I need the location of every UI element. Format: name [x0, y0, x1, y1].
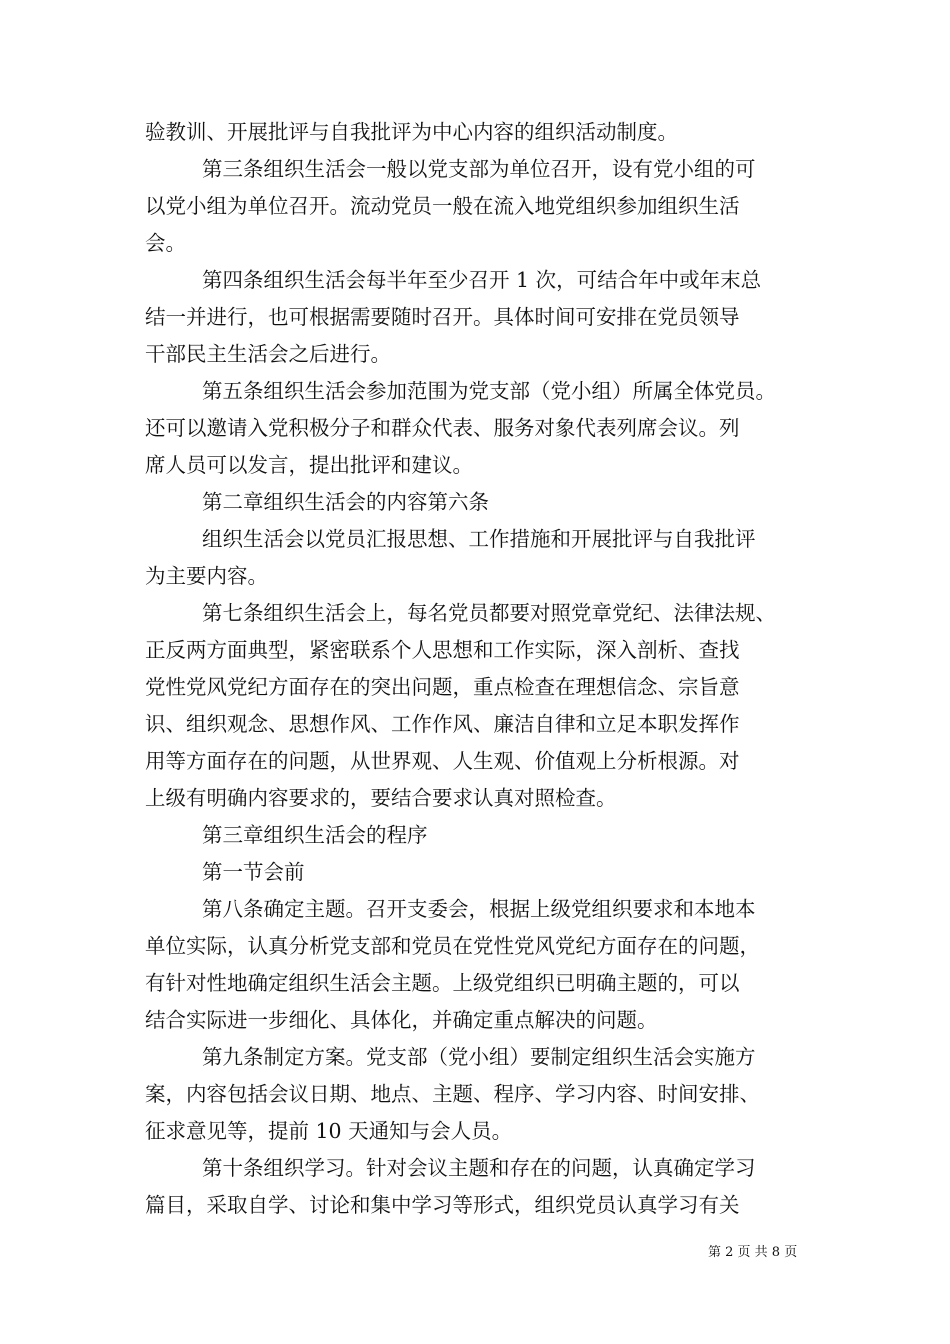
chapter-heading-2: 第二章组织生活会的内容第六条 — [202, 490, 489, 514]
text-line-12: 组织生活会以党员汇报思想、工作措施和开展批评与自我批评 — [202, 527, 756, 551]
text-line-29: 第十条组织学习。针对会议主题和存在的问题，认真确定学习 — [202, 1156, 756, 1180]
text-line-16: 党性党风党纪方面存在的突出问题，重点检查在理想信念、宗旨意 — [145, 675, 740, 699]
text-line-17: 识、组织观念、思想作风、工作作风、廉洁自律和立足本职发挥作 — [145, 712, 740, 736]
text-line-19: 上级有明确内容要求的，要结合要求认真对照检查。 — [145, 786, 617, 810]
text-line-9: 还可以邀请入党积极分子和群众代表、服务对象代表列席会议。列 — [145, 416, 740, 440]
chapter-heading-3: 第三章组织生活会的程序 — [202, 823, 428, 847]
text-line-5: 第四条组织生活会每半年至少召开 1 次，可结合年中或年末总 — [202, 268, 762, 292]
text-line-22: 第八条确定主题。召开支委会，根据上级党组织要求和本地本 — [202, 897, 756, 921]
text-line-13: 为主要内容。 — [145, 564, 268, 588]
text-line-18: 用等方面存在的问题，从世界观、人生观、价值观上分析根源。对 — [145, 749, 740, 773]
text-line-28: 征求意见等，提前 10 天通知与会人员。 — [145, 1119, 513, 1143]
text-line-6: 结一并进行，也可根据需要随时召开。具体时间可安排在党员领导 — [145, 305, 740, 329]
section-heading-1: 第一节会前 — [202, 860, 305, 884]
text-line-4: 会。 — [145, 231, 186, 255]
text-line-7: 干部民主生活会之后进行。 — [145, 342, 391, 366]
text-line-2: 第三条组织生活会一般以党支部为单位召开，设有党小组的可 — [202, 157, 756, 181]
text-line-3: 以党小组为单位召开。流动党员一般在流入地党组织参加组织生活 — [145, 194, 740, 218]
text-line-10: 席人员可以发言，提出批评和建议。 — [145, 453, 473, 477]
text-line-25: 结合实际进一步细化、具体化，并确定重点解决的问题。 — [145, 1008, 658, 1032]
text-line-27: 案，内容包括会议日期、地点、主题、程序、学习内容、时间安排、 — [145, 1082, 760, 1106]
document-body — [145, 114, 813, 1224]
text-line-30: 篇目，采取自学、讨论和集中学习等形式，组织党员认真学习有关 — [145, 1193, 740, 1217]
text-line-23: 单位实际，认真分析党支部和党员在党性党风党纪方面存在的问题， — [145, 934, 760, 958]
page-number-footer: 第 2 页 共 8 页 — [708, 1245, 798, 1260]
text-line-15: 正反两方面典型，紧密联系个人思想和工作实际，深入剖析、查找 — [145, 638, 740, 662]
text-line-24: 有针对性地确定组织生活会主题。上级党组织已明确主题的，可以 — [145, 971, 740, 995]
text-line-8: 第五条组织生活会参加范围为党支部（党小组）所属全体党员。 — [202, 379, 776, 403]
text-line-26: 第九条制定方案。党支部（党小组）要制定组织生活会实施方 — [202, 1045, 756, 1069]
text-line-14: 第七条组织生活会上，每名党员都要对照党章党纪、法律法规、 — [202, 601, 776, 625]
text-line-1: 验教训、开展批评与自我批评为中心内容的组织活动制度。 — [145, 120, 678, 144]
